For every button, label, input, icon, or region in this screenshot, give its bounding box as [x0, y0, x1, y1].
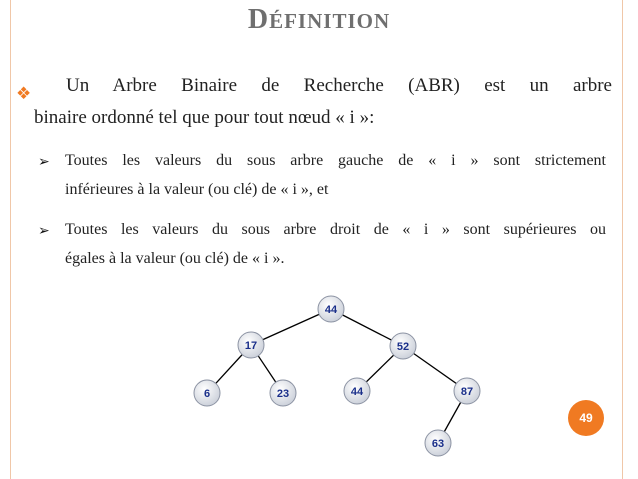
- svg-text:44: 44: [350, 386, 364, 398]
- svg-text:17: 17: [244, 340, 258, 352]
- sub-bullet-1-line-2: inférieures à la valeur (ou clé) de « i », et: [65, 181, 329, 198]
- sub-bullet-2-line-1: Toutes les valeurs du sous arbre droit de « i » sont supérieures ou: [65, 221, 606, 238]
- arrow-bullet-icon: ➢: [38, 155, 50, 170]
- tree-node-44-root: [318, 296, 344, 322]
- binary-search-tree-diagram: [185, 290, 495, 465]
- tree-node-6: [194, 380, 220, 406]
- svg-text:52: 52: [396, 341, 410, 353]
- slide-title: [0, 4, 638, 36]
- svg-text:23: 23: [276, 388, 290, 400]
- main-bullet-line-2: binaire ordonné tel que pour tout nœud « i »:: [34, 107, 375, 128]
- svg-text:6: 6: [203, 388, 211, 400]
- tree-node-17: [238, 332, 264, 358]
- page-number-badge: 49: [568, 400, 604, 436]
- svg-text:87: 87: [460, 386, 474, 398]
- sub-bullet-2-line-2: égales à la valeur (ou clé) de « i ».: [65, 250, 285, 267]
- title-initial: D: [247, 4, 270, 35]
- tree-node-52: [390, 333, 416, 359]
- main-bullet-line-1: Un Arbre Binaire de Recherche (ABR) est un arbre: [66, 75, 612, 96]
- svg-text:44: 44: [324, 304, 338, 316]
- sub-bullet-1-line-1: Toutes les valeurs du sous arbre gauche de « i » sont strictement: [65, 152, 606, 169]
- tree-node-63: [425, 430, 451, 456]
- svg-text:63: 63: [431, 438, 445, 450]
- tree-edges: [207, 309, 467, 443]
- diamond-bullet-icon: ❖: [16, 84, 32, 103]
- frame-line-left: [10, 0, 11, 479]
- arrow-bullet-icon: ➢: [38, 224, 50, 239]
- tree-node-44-right-left: [344, 378, 370, 404]
- tree-node-23: [270, 380, 296, 406]
- title-rest: ÉFINITION: [269, 9, 391, 33]
- tree-node-87: [454, 378, 480, 404]
- frame-line-right: [622, 0, 623, 479]
